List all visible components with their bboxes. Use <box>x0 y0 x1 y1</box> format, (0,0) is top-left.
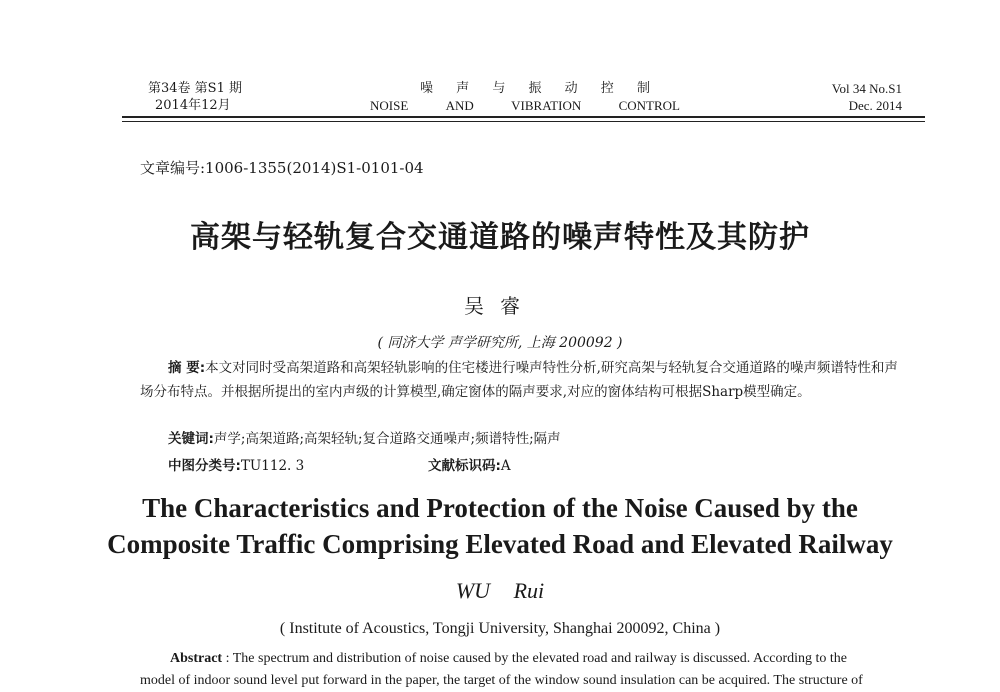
journal-name-word: CONTROL <box>618 98 680 113</box>
journal-volume-en <box>832 80 902 114</box>
document-code <box>428 454 511 474</box>
journal-name-word: VIBRATION <box>511 98 582 113</box>
journal-name-char: 动 <box>564 81 578 96</box>
journal-name-word: NOISE <box>370 98 409 113</box>
journal-name-char: 制 <box>636 81 650 96</box>
title-en-line1: The Characteristics and Protection of the Noise Caused by the <box>142 493 858 523</box>
journal-volume-cn <box>148 80 242 114</box>
document-code-value: A <box>500 458 511 474</box>
volume-en: Vol 34 No.S1 <box>831 81 902 96</box>
journal-name-char: 控 <box>600 81 614 96</box>
abstract-en-line2: model of indoor sound level put forward in the paper, the target of the window sound insulation can be acquired. The structure of <box>140 673 863 688</box>
journal-name-char: 与 <box>492 81 506 96</box>
title-en <box>0 490 1000 562</box>
journal-name-char: 振 <box>528 81 542 96</box>
abstract-en-line1: : The spectrum and distribution of noise caused by the elevated road and railway is discussed. According to the <box>225 651 848 666</box>
abstract-cn <box>140 356 910 404</box>
affiliation-en: ( Institute of Acoustics, Tongji University, Shanghai 200092, China ) <box>279 620 721 637</box>
keywords-text: 声学;高架道路;高架轻轨;复合道路交通噪声;频谱特性;隔声 <box>213 431 561 447</box>
article-number: 文章编号:1006-1355(2014)S1-0101-04 <box>140 159 424 177</box>
journal-name-char: 噪 <box>420 81 434 96</box>
abstract-en <box>140 648 910 692</box>
author-en: WU Rui <box>455 578 545 603</box>
journal-name-en <box>370 97 680 114</box>
abstract-cn-text: 本文对同时受高架道路和高架轻轨影响的住宅楼进行噪声特性分析,研究高架与轻轨复合交通道路的噪声频谱特性和声场分布特点。并根据所提出的室内声级的计算模型,确定窗体的隔声要求,对应的窗体结构可根据Sharp模型确定。 <box>140 360 898 400</box>
journal-name-word: AND <box>445 98 474 113</box>
abstract-cn-label: 摘 要: <box>168 360 206 376</box>
volume-cn: 第34卷 第S1 期 <box>148 81 242 96</box>
author-cn: 吴睿 <box>464 294 536 318</box>
keywords-label: 关键词: <box>168 431 214 447</box>
classification-code <box>168 454 304 474</box>
classification-label: 中图分类号: <box>168 458 241 474</box>
title-en-line2: Composite Traffic Comprising Elevated Road and Elevated Railway <box>107 529 893 559</box>
document-code-label: 文献标识码: <box>428 458 501 474</box>
title-cn: 高架与轻轨复合交通道路的噪声特性及其防护 <box>190 220 810 255</box>
journal-name-char: 声 <box>456 81 470 96</box>
keywords-cn <box>168 430 561 448</box>
header-rule-thick <box>122 116 925 118</box>
date-en: Dec. 2014 <box>848 98 902 113</box>
abstract-en-label: Abstract <box>170 651 223 666</box>
date-cn: 2014年12月 <box>155 98 231 113</box>
header-rule-thin <box>122 121 925 122</box>
affiliation-cn: ( 同济大学 声学研究所, 上海 200092 ) <box>377 335 623 351</box>
journal-name <box>370 80 680 114</box>
classification-value: TU112. 3 <box>240 458 305 474</box>
journal-name-cn <box>370 80 680 97</box>
